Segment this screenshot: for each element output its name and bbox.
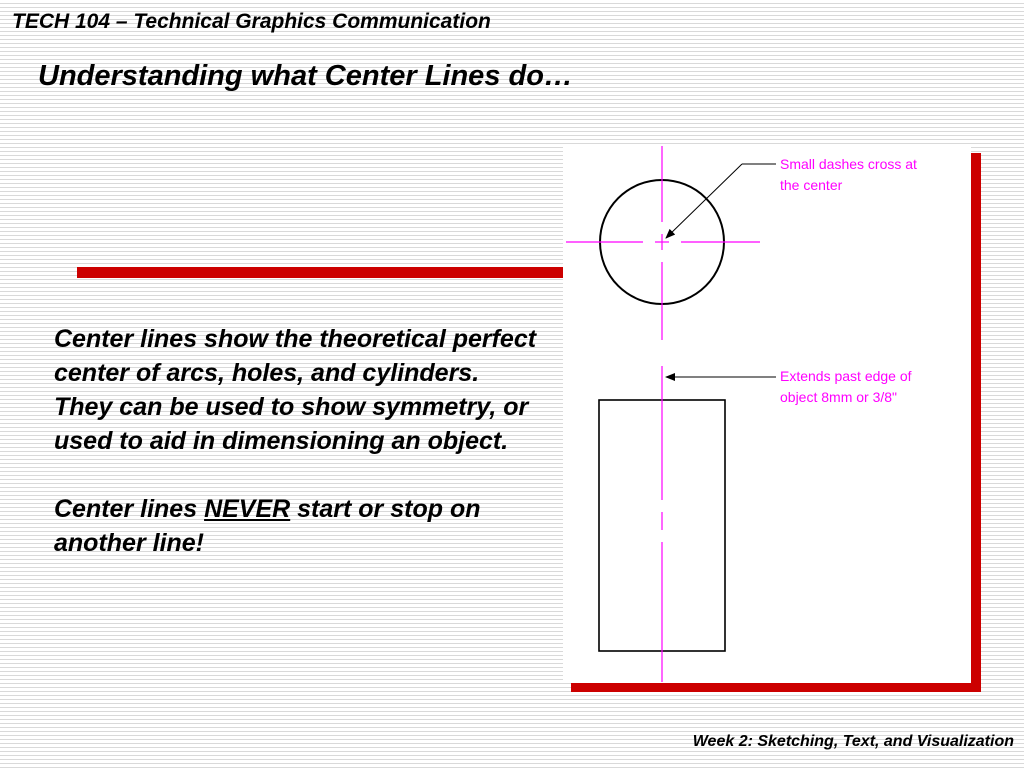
center-lines-description: Center lines show the theoretical perfect center of arcs, holes, and cylinders. They can be used to show symmetry, or used to aid in dimensioning an object. [54,325,537,455]
annotation-extends-line1: Extends past edge of [780,368,912,384]
rule-emphasis: NEVER [204,495,291,523]
leader-center-arrow [666,164,742,238]
slide-footer: Week 2: Sketching, Text, and Visualization [692,733,1014,750]
rule-suffix: start or stop on another line! [54,495,481,557]
rule-prefix: Center lines [54,495,205,523]
annotation-center-line1: Small dashes cross at [780,156,917,172]
annotation-center-line2: the center [780,177,843,193]
course-title: TECH 104 – Technical Graphics Communication [12,10,491,33]
annotation-extends-line2: object 8mm or 3/8" [780,389,898,405]
annotation-extends [780,366,960,408]
annotation-center [780,154,960,196]
slide-title: Understanding what Center Lines do… [38,60,573,92]
